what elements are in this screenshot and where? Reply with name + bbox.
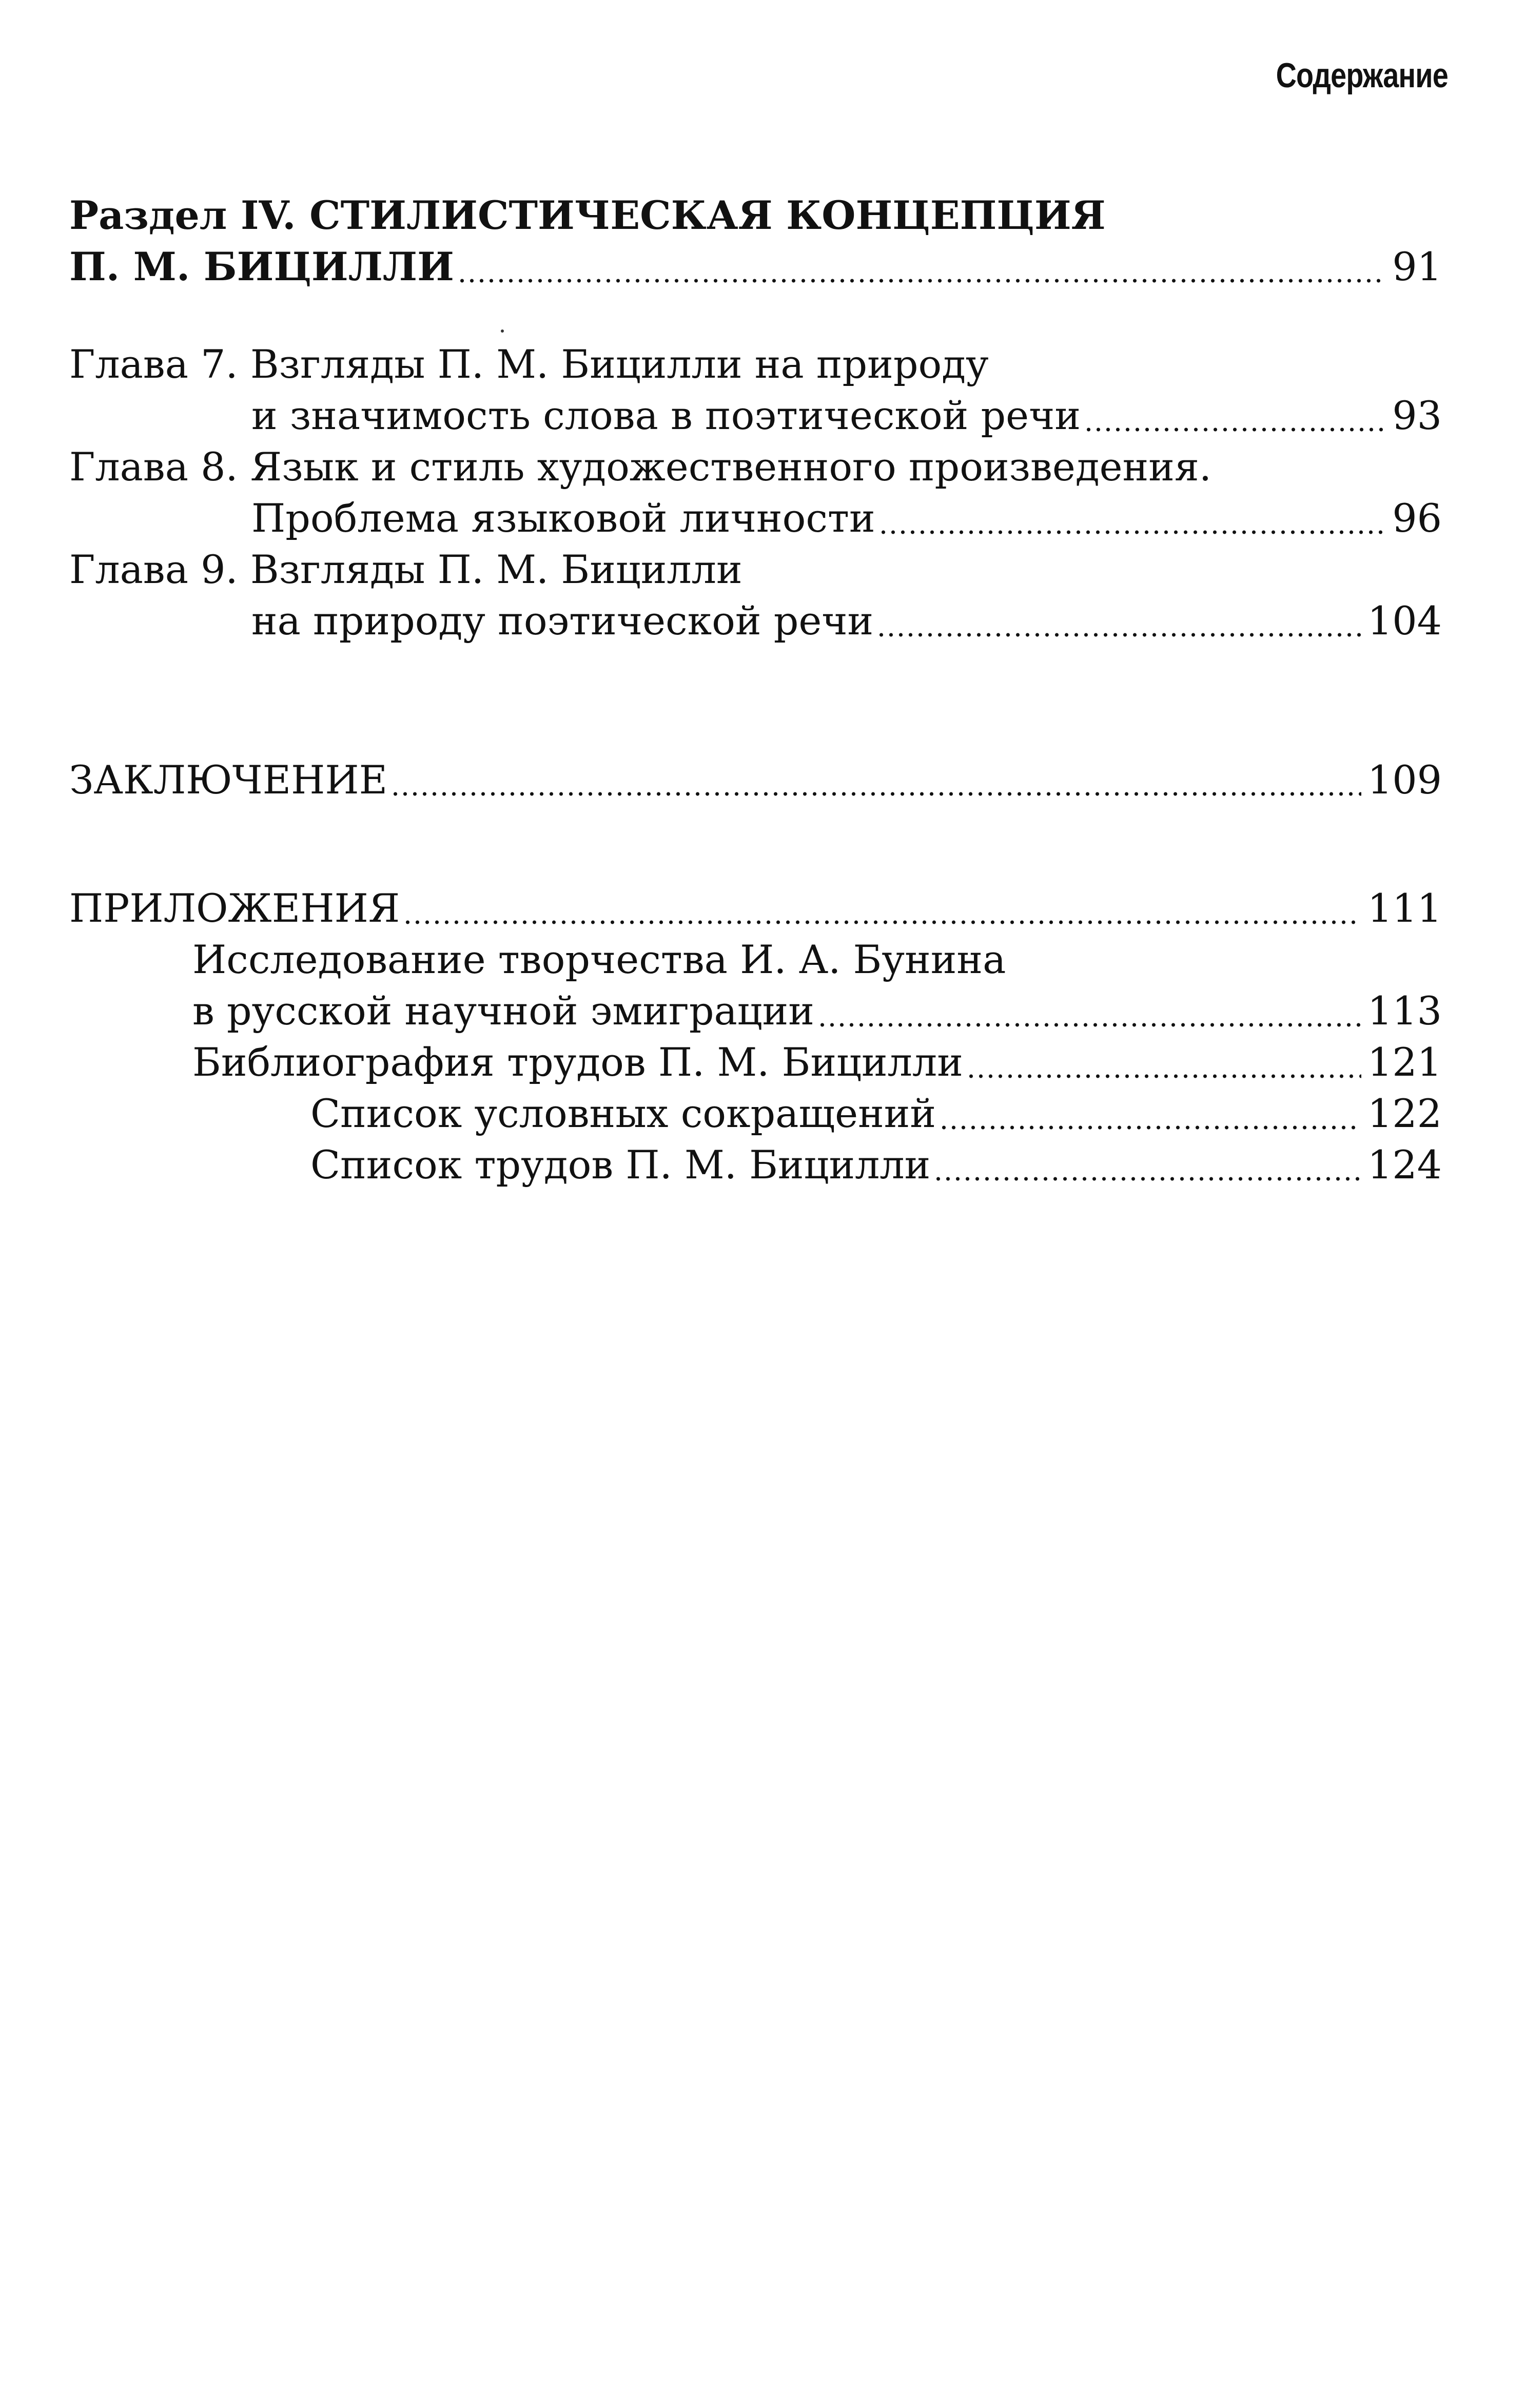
page-number: 109: [1367, 757, 1442, 803]
toc-section-4[interactable]: [69, 190, 1442, 293]
dot-leader: [876, 611, 1361, 638]
toc-chapter-9[interactable]: [69, 544, 1442, 647]
page-number: 91: [1392, 244, 1442, 289]
toc-abbreviations[interactable]: [69, 1088, 1442, 1139]
chapter-title-line1: Глава 7. Взгляды П. М. Бицилли на природу: [69, 341, 989, 387]
toc-chapter-8[interactable]: [69, 441, 1442, 544]
section-title-line1: Раздел IV. СТИЛИСТИЧЕСКАЯ КОНЦЕПЦИЯ: [69, 192, 1106, 238]
dot-leader: [933, 1155, 1361, 1182]
dot-leader: [878, 508, 1386, 535]
subitem-title: Список трудов П. М. Бицилли: [310, 1142, 931, 1188]
appendices-title: ПРИЛОЖЕНИЯ: [69, 885, 400, 931]
table-of-contents: [69, 190, 1442, 1191]
page-number: 104: [1367, 598, 1442, 644]
chapter-title-line1: Глава 9. Взгляды П. М. Бицилли: [69, 547, 742, 592]
subitem-title: Список условных сокращений: [310, 1091, 936, 1136]
chapter-title-line2: и значимость слова в поэтической речи: [251, 393, 1081, 438]
section-title-line2: П. М. БИЦИЛЛИ: [69, 244, 454, 289]
page-number: 113: [1367, 988, 1442, 1034]
chapter-title-line1: Глава 8. Язык и стиль художественного произведения.: [69, 444, 1212, 490]
conclusion-title: ЗАКЛЮЧЕНИЕ: [69, 757, 388, 803]
page-number: 96: [1392, 495, 1442, 541]
toc-appendix-bibliography[interactable]: [69, 1037, 1442, 1088]
dot-leader: [817, 1001, 1361, 1028]
page-number: 122: [1367, 1091, 1442, 1136]
chapter-title-line2: Проблема языковой личности: [251, 495, 875, 541]
chapter-title-line2: на природу поэтической речи: [251, 598, 874, 644]
dot-leader: [966, 1052, 1361, 1079]
page-number: 93: [1392, 393, 1442, 438]
dot-leader: [457, 257, 1386, 284]
dot-leader: [403, 898, 1361, 925]
toc-appendices[interactable]: [69, 883, 1442, 934]
running-head: Содержание: [1276, 56, 1448, 95]
appendix-title-line1: Исследование творчества И. А. Бунина: [192, 937, 1006, 982]
page-number: 124: [1367, 1142, 1442, 1188]
page-number: 111: [1367, 885, 1442, 931]
appendix-title: Библиография трудов П. М. Бицилли: [192, 1039, 963, 1085]
toc-conclusion[interactable]: [69, 754, 1442, 806]
page-number: 121: [1367, 1039, 1442, 1085]
dot-leader: [939, 1103, 1361, 1131]
dot-leader: [1084, 405, 1386, 433]
toc-works-list[interactable]: [69, 1139, 1442, 1191]
toc-appendix-bunin[interactable]: [69, 934, 1442, 1037]
dot-leader: [390, 770, 1361, 797]
toc-chapter-7[interactable]: [69, 339, 1442, 441]
appendix-title-line2: в русской научной эмиграции: [192, 988, 814, 1034]
